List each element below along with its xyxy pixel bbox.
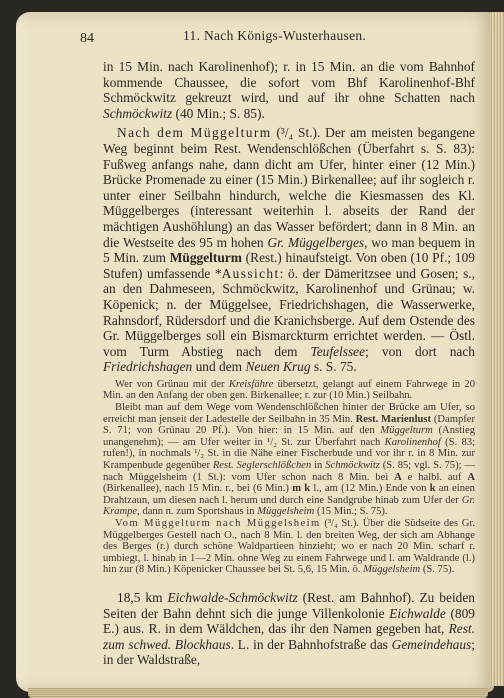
note-marienlust: Bleibt man auf dem Wege vom Wendenschlößchen hinter der Brücke am Ufer, so erreicht man jenseit der Ladestelle der Seilbahn in 35 Min. Rest. Marienlust (Dampfer S. 71; von Grünau 20 Pf.). Von hier: in 15 Min. auf den Müggelturm (Anstieg unangenehm); — am Ufer weiter in ¹/₂ St. zur Überfahrt nach Karolinenhof (S. 83; rufen!), in nochmals ¹/₂ St. in die Nähe einer Fischerbude und vor ihr r. in 8 Min. zur Krampenbude gegenüber Rest. Seglerschlößchen in Schmöckwitz (S. 85; vgl. S. 75); — nach Müggelsheim (1 St.): vom Ufer schon nach 8 Min. bei A e halbl. auf A (Birkenallee), nach 15 Min. r., bei (6 Min.) m k l., am (12 Min.) Ende von k an einen Drahtzaun, um diesen nach l. herum und durch eine Sandgrube hinab zum Ufer der Gr. Krampe, dann n. zum Sportshaus in Müggelsheim (15 Min.; S. 75). [103,402,475,518]
paragraph-continuation: in 15 Min. nach Karolinenhof); r. in 15 Min. an die vom Bahnhof kommende Chaussee, die sofort vom Bhf Karolinenhof-Bhf Schmöckwitz gekreuzt wird, und auf ihr ohne Schatten nach Schmöckwitz (40 Min.; S. 85). [103,59,475,121]
page-edge [490,12,504,686]
page-number: 84 [80,31,94,46]
paragraph-eichwalde: 18,5 km Eichwalde-Schmöckwitz (Rest. am Bahnhof). Zu beiden Seiten der Bahn dehnt sich die junge Villenkolonie Eichwalde (809 E.) aus. R. in dem Wäldchen, das ihr den Namen gegeben hat, Rest. zum schwed. Blockhaus. L. in der Bahnhofstraße das Gemeindehaus; in der Waldstraße, [103,589,475,668]
paragraph-mueggelturm: Nach dem Müggelturm (³/₄ St.). Der am meisten begangene Weg beginnt beim Rest. Wendenschlößchen (Überfahrt s. S. 83): Fußweg anfangs nahe, dann dicht am Ufer, hinter einer (12 Min.) Brücke Promenade zu einer (15 Min.) Birkenallee; auf ihr sogleich r. unter einer Seilbahn hindurch, welche die Kiesmassen des Kl. Müggelberges (interessant weiterhin l. abseits der Rand der mächtigen Aushöhlung) an das Wasser befördert; dann in 8 Min. an die Westseite des 95 m hohen Gr. Müggelberges, wo man bequem in 5 Min. zum Müggelturm (Rest.) hinaufsteigt. Von oben (10 Pf.; 109 Stufen) umfassende *Aussicht: ö. der Dämeritzsee und Gosen; s., an den Dahmeseen, Schmöckwitz, Karolinenhof und Grünau; w. Köpenick; n. der Müggelsee, Friedrichshagen, die Wasserwerke, Rahnsdorf, Rüdersdorf und die Kranichsberge. Auf dem Ostende des Gr. Müggelberges soll ein Bismarckturm errichtet werden. — Östl. vom Turm Abstieg nach dem Teufelssee; von dort nach Friedrichshagen und dem Neuen Krug s. S. 75. [103,125,476,375]
note-mueggelsheim: Vom Müggelturm nach Müggelsheim (³/₄ St.). Über die Südseite des Gr. Müggelberges Gestell nach O., nach 8 Min. l. den breiten Weg, der sich am Abhange des Berges (r.) durch schöne Waldpartieen hinzieht; wo er nach 20 Min. scharf r. umbiegt, l. hinab in 1—2 Min. ohne Weg zu einem Fahrwege und l. am Waldrande (l.) hin zur (8 Min.) Köpenicker Chaussee bei St. 5,6, 15 Min. ö. Müggelsheim (S. 75). [103,518,476,576]
page-content [80,28,476,668]
running-head [80,28,475,51]
note-gruenau-ferry: Wer von Grünau mit der Kreisfähre übersetzt, gelangt auf einem Fahrwege in 20 Min. an den Anfang der oben gen. Birkenallee; r. zur (10 Min.) Seilbahn. [103,378,475,402]
chapter-title: 11. Nach Königs-Wusterhausen. [183,28,367,43]
page-bottom-edge [28,688,488,698]
